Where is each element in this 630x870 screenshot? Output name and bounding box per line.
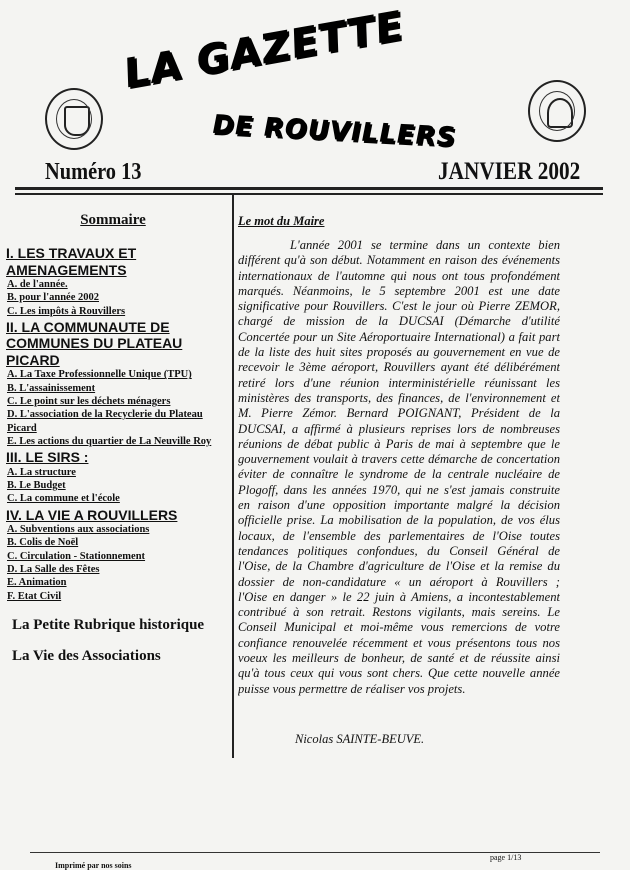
issue-date: JANVIER 2002 <box>438 158 581 185</box>
article-line: l'Oise, de la Chambre d'agriculture de l'Oise et la remise du <box>238 559 560 574</box>
article-line: qu'à tous ceux qui vous sont chers. Que cette nouvelle année <box>238 666 560 681</box>
header-rule <box>15 193 603 195</box>
article-line: Conseil Municipal et moi-même vous remercions de votre <box>238 620 560 635</box>
article-line: chargé de mission de la DUCSAI (Démarche d'utilité <box>238 314 560 329</box>
article-line: M. Pierre Zémor. Bernard POIGNANT, Président de la <box>238 406 560 421</box>
masthead-title: LA GAZETTE <box>123 2 405 98</box>
article-line: DUCSAI, a affirmé à plusieurs reprises lors de nombreuses <box>238 421 560 436</box>
article-line: recevoir le 3ème aéroport, Rouvillers ayant été délibérément <box>238 360 560 375</box>
article-line: gouvernement voulait à travers cette démarche de concertation <box>238 452 560 467</box>
article-line: locaux, de l'ensemble des parlementaires de l'Oise toutes <box>238 528 560 543</box>
article-line: voeux les meilleurs de bonheur, de santé et de réussite ainsi <box>238 651 560 666</box>
article-line: éviter de connaître le syndrome de la centrale nucléaire de <box>238 467 560 482</box>
toc-item[interactable]: C. La commune et l'école <box>7 493 120 505</box>
column-divider <box>232 194 234 758</box>
toc-item[interactable]: E. Les actions du quartier de La Neuville Roy <box>7 435 212 447</box>
article-line: différent qu'à son début. Notamment en raison des événements <box>238 253 560 268</box>
article-line: tendances politiques confondues, du Conseil Général de <box>238 543 560 558</box>
toc-item[interactable]: B. Le Budget <box>7 479 66 491</box>
page-number: page 1/13 <box>490 853 522 862</box>
toc-section[interactable]: II. LA COMMUNAUTE DE COMMUNES DU PLATEAU PICARD <box>6 318 183 368</box>
article-line: officielle prise. La mobilisation de la population, de vos élus <box>238 513 560 528</box>
article-line: confiance renouvelée récemment et vous présentons tous nos <box>238 635 560 650</box>
toc-item[interactable]: C. Circulation - Stationnement <box>7 550 146 562</box>
signature: Nicolas SAINTE-BEUVE. <box>295 732 425 746</box>
article-line: significative pour Rouvillers. C'est le jour où Pierre ZEMOR, <box>238 299 560 314</box>
article-line: en raison d'une opposition importante malgré la décision <box>238 498 560 513</box>
article-line: ministères des transports, des finances, de l'environnement et <box>238 390 560 405</box>
toc-item[interactable]: A. La Taxe Professionnelle Unique (TPU) <box>7 369 192 381</box>
article-line: l'Oise en danger » le 22 juin à Amiens, a incontestablement <box>238 589 560 604</box>
article-line: contribué à son retrait. Restons vigilants, mais sereins. Le <box>238 605 560 620</box>
toc-item[interactable]: A. de l'année. <box>7 279 68 290</box>
article-line: marqués. Néanmoins, le 5 septembre 2001 est une date <box>238 283 560 298</box>
left-seal-logo <box>45 88 103 150</box>
printed-note: Imprimé par nos soins <box>55 861 132 870</box>
toc-item[interactable]: F. Etat Civil <box>7 590 62 602</box>
toc-extra: La Petite Rubrique historique <box>12 616 205 633</box>
toc-item[interactable]: B. L'assainissement <box>7 382 96 394</box>
toc-item[interactable]: A. Subventions aux associations <box>7 524 150 536</box>
toc-extra: La Vie des Associations <box>12 647 161 664</box>
article-line: retiré lors d'une réunion interministérielle réunissant les <box>238 375 560 390</box>
masthead-subtitle: DE ROUVILLERS <box>209 110 459 153</box>
issue-number: Numéro 13 <box>45 159 142 185</box>
article-line: réunions de débat public à Paris de mai à septembre que le <box>238 436 560 451</box>
toc-section[interactable]: I. LES TRAVAUX ET AMENAGEMENTS <box>6 245 137 278</box>
header-rule <box>15 187 603 190</box>
toc-item[interactable]: B. Colis de Noël <box>7 537 79 549</box>
toc-item[interactable]: D. L'association de la Recyclerie du Plateau Picard <box>7 409 203 434</box>
article-line: L'année 2001 se termine dans un contexte bien <box>290 238 560 252</box>
toc-section[interactable]: IV. LA VIE A ROUVILLERS <box>6 506 178 523</box>
article-line: Plogoff, dans les années 1970, qui ne s'est jamais construite <box>238 482 560 497</box>
article-line: internationaux de l'automne qui nous ont tous profondément <box>238 268 560 283</box>
table-of-contents <box>0 212 226 665</box>
article-line: de la liste des huit sites proposés au gouvernement en vue de <box>238 345 560 360</box>
right-seal-logo <box>528 80 586 142</box>
article-heading: Le mot du Maire <box>238 214 325 228</box>
toc-item[interactable]: C. Le point sur les déchets ménagers <box>7 395 171 407</box>
toc-item[interactable]: D. La Salle des Fêtes <box>7 563 100 575</box>
toc-item[interactable]: B. pour l'année 2002 <box>7 292 99 304</box>
toc-item[interactable]: E. Animation <box>7 577 67 589</box>
article-body <box>238 238 560 697</box>
toc-item[interactable]: C. Les impôts à Rouvillers <box>7 305 126 317</box>
article-line: dossier de non-candidature « un aéroport à Rouvillers ; <box>238 574 560 589</box>
toc-item[interactable]: A. La structure <box>7 466 76 478</box>
toc-section[interactable]: III. LE SIRS : <box>6 449 89 466</box>
toc-title: Sommaire <box>80 212 146 228</box>
article-line: puisse vous permettre de réaliser vos projets. <box>238 681 466 696</box>
article-line: Concertée pour un Site Aéroportuaire International) a fait part <box>238 329 560 344</box>
